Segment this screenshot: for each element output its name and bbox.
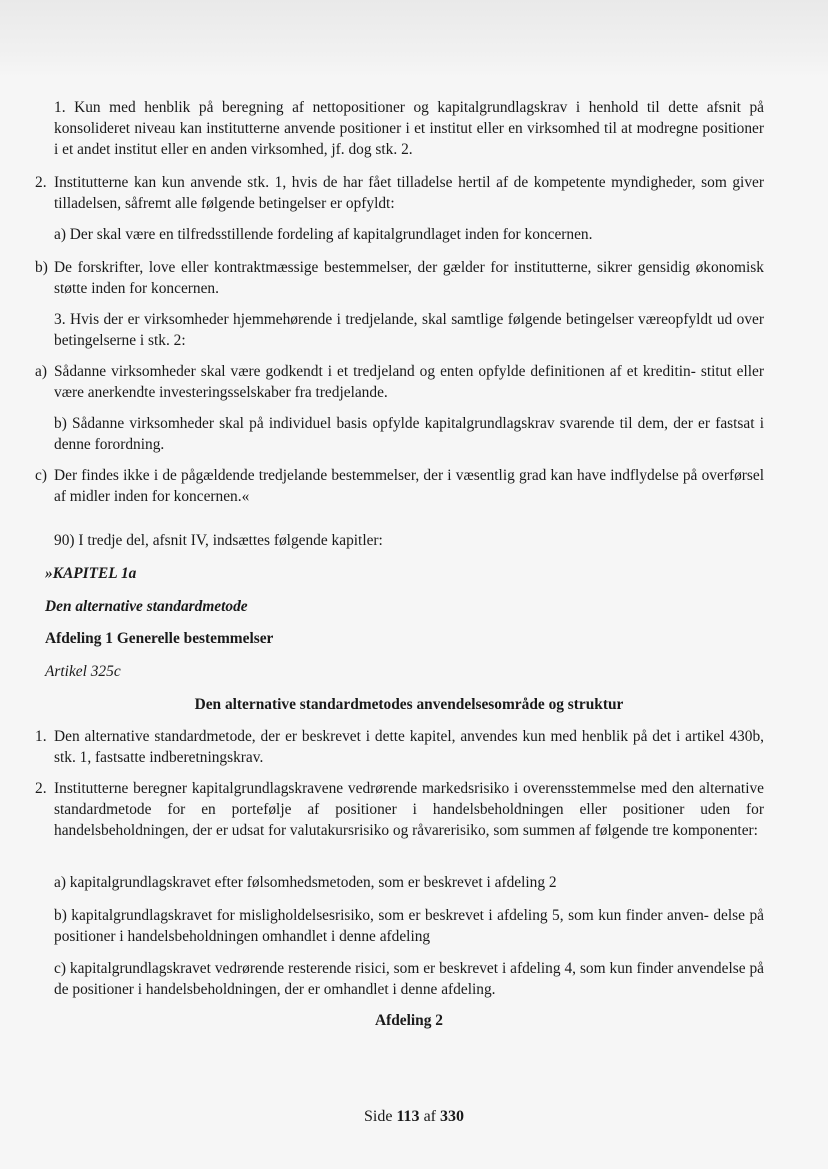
paragraph-stk2-a: a) Der skal være en tilfredsstillende fordeling af kapitalgrundlaget inden for koncernen. — [54, 226, 593, 243]
list-letter: c) — [35, 467, 47, 484]
list-number: 2. — [35, 174, 47, 191]
page-total: 330 — [440, 1108, 464, 1125]
paragraph-text: Der findes ikke i de pågældende tredjelande bestemmelser, der i væsentlig grad kan have indflydelse på overførsel af midler inden for koncernen.« — [54, 467, 764, 505]
footer-middle: af — [423, 1108, 436, 1125]
paragraph-text: Sådanne virksomheder skal være godkendt i et tredjeland og enten opfylde definitionen af et kreditin- stitut eller være anerkendte investeringsselskaber fra tredjelande. — [54, 363, 764, 401]
article-stk2-a: a) kapitalgrundlagskravet efter følsomhedsmetoden, som er beskrevet i afdeling 2 — [54, 874, 557, 891]
paragraph-text: Institutterne kan kun anvende stk. 1, hvis de har fået tilladelse hertil af de kompetente myndigheder, som giver tilladelsen, såfremt alle følgende betingelser er opfyldt: — [54, 174, 764, 212]
list-letter: a) — [35, 363, 47, 380]
section-title: Afdeling 1 Generelle bestemmelser — [45, 630, 274, 647]
section-title-2: Afdeling 2 — [375, 1012, 443, 1029]
list-letter: b) — [35, 259, 48, 276]
paragraph-stk2-b — [35, 257, 764, 299]
page-number: 113 — [396, 1108, 420, 1125]
chapter-title: »KAPITEL 1a — [45, 565, 137, 582]
paragraph-stk3-a — [35, 361, 764, 403]
paragraph-item-90: 90) I tredje del, afsnit IV, indsættes følgende kapitler: — [54, 532, 383, 549]
paragraph-text: Institutterne beregner kapitalgrundlagskravene vedrørende markedsrisiko i overensstemmelse med den alternative standardmetode for en portefølje af positioner i handelsbeholdningen eller positioner uden for handelsbeholdningen, der er udsat for valutakursrisiko og råvarerisiko, som summen af følgende tre komponenter: — [54, 780, 764, 839]
paragraph-stk3-c — [35, 465, 764, 507]
paragraph-text: De forskrifter, love eller kontraktmæssige bestemmelser, der gælder for institutterne, sikrer gensidig økonomisk støtte inden for koncernen. — [54, 259, 764, 297]
article-number: Artikel 325c — [45, 663, 121, 680]
article-stk2 — [35, 778, 764, 841]
paragraph-text: Den alternative standardmetode, der er beskrevet i dette kapitel, anvendes kun med henblik på det i artikel 430b, stk. 1, fastsatte indberetningskrav. — [54, 728, 764, 766]
paragraph-stk3: 3. Hvis der er virksomheder hjemmehørende i tredjelande, skal samtlige følgende betingelser væreopfyldt ud over betingelserne i stk. 2: — [54, 311, 764, 349]
page-footer — [0, 1108, 828, 1126]
paragraph-stk1: 1. Kun med henblik på beregning af nettopositioner og kapitalgrundlagskrav i henhold til dette afsnit på konsolideret niveau kan institutterne anvende positioner i et institut eller en virksomhed til at modregne positioner i et andet institut eller en anden virksomhed, jf. dog stk. 2. — [54, 99, 764, 158]
paragraph-stk2 — [35, 172, 764, 214]
list-number: 1. — [35, 728, 47, 745]
list-number: 2. — [35, 780, 47, 797]
chapter-subtitle: Den alternative standardmetode — [45, 598, 248, 615]
article-stk2-b: b) kapitalgrundlagskravet for misligholdelsesrisiko, som er beskrevet i afdeling 5, som kun finder anven- delse på positioner i handelsbeholdningen omhandlet i denne afdeling — [54, 907, 764, 945]
footer-prefix: Side — [363, 1108, 393, 1125]
article-heading: Den alternative standardmetodes anvendelsesområde og struktur — [194, 696, 624, 713]
article-stk1 — [35, 726, 764, 768]
article-stk2-c: c) kapitalgrundlagskravet vedrørende resterende risici, som er beskrevet i afdeling 4, som kun finder anvendelse på de positioner i handelsbeholdningen, der er omhandlet i denne afdeling. — [54, 960, 764, 998]
paragraph-stk3-b: b) Sådanne virksomheder skal på individuel basis opfylde kapitalgrundlagskrav svarende til dem, der er fastsat i denne forordning. — [54, 415, 764, 453]
